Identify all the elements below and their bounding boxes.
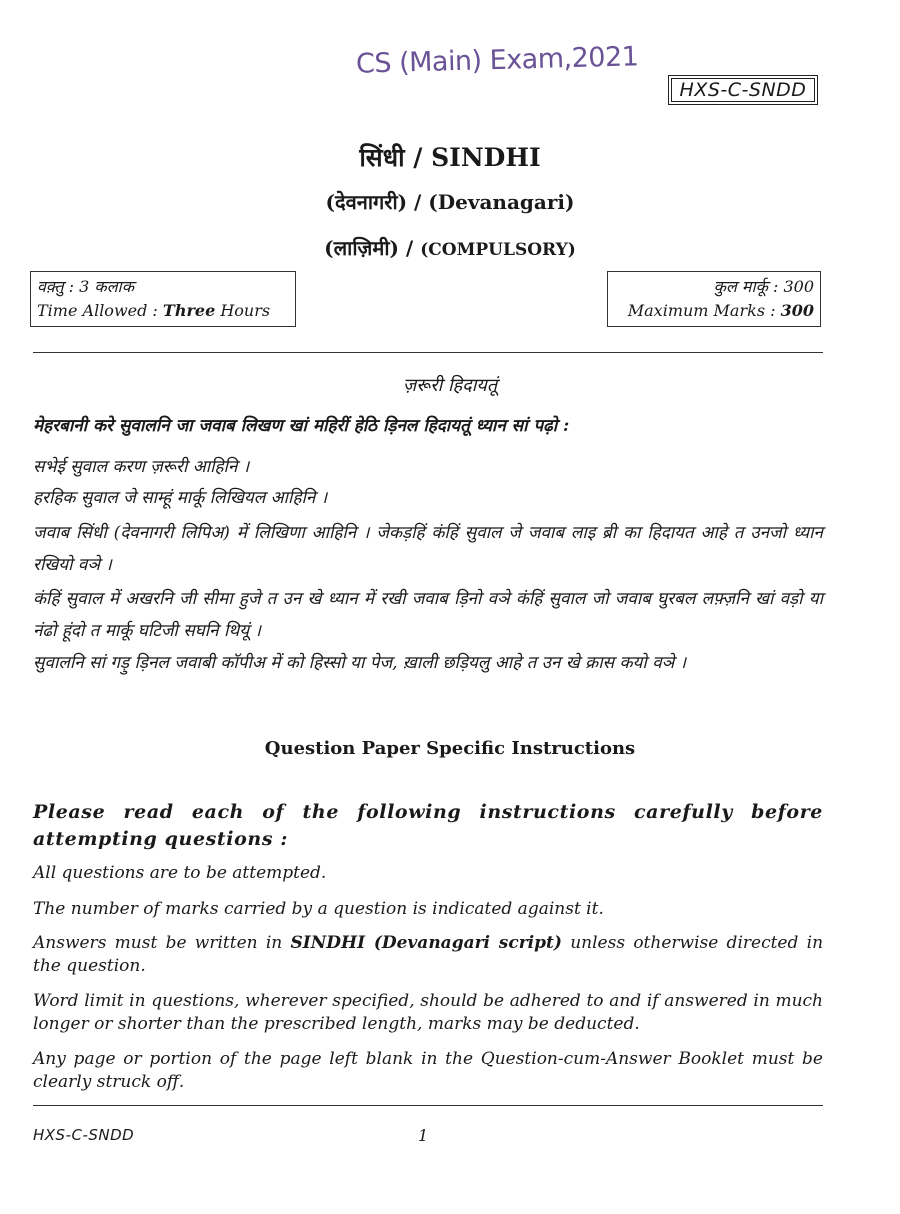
max-marks-box (607, 271, 821, 327)
script-line: (देवनागरी) / (Devanagari) (325, 190, 575, 214)
instruction-text: Answers must be written in (33, 933, 283, 953)
hindi-instructions-lead: मेहरबानी करे सुवालनि जा जवाब लिखण खां महिरीं हेठि ड़िनल हिदायतूं ध्यान सां पढ़ो : (33, 416, 570, 436)
compulsory-line (0, 234, 900, 261)
english-instruction-item (33, 932, 823, 978)
compulsory-english: (COMPULSORY) (420, 240, 576, 260)
exam-stamp: CS (Main) Exam,2021 (355, 41, 639, 80)
divider-bottom (33, 1105, 823, 1106)
hindi-instruction-item: कंहिं सुवाल में अखरनि जी सीमा हुजे त उन खे ध्यान में रखी जवाब ड़िनो वञे कंहिं सुवाल जो जवाब घुरबल लफ़्ज़नि खां वड़ो या नंढो हूंदो त मार्कू घटिजी सघनि थियूं । (33, 589, 823, 641)
hindi-instruction-item: हरहिक सुवाल जे साम्हूं मार्कू लिखियल आहिनि । (33, 488, 328, 508)
marks-hindi: कुल मार्कू : 300 (713, 277, 814, 296)
time-unit: Hours (220, 301, 271, 320)
hindi-instruction-item: जवाब सिंधी (देवनागरी लिपिअ) में लिखिणा आहिनि । जेकड़हिं कंहिं सुवाल जे जवाब लाइ ब्री का हिदायत आहे त उनजो ध्यान रखियो वञे । (33, 523, 823, 575)
marks-english (614, 299, 814, 323)
compulsory-hindi: (लाज़िमी) / (324, 236, 414, 260)
time-value: Three (162, 301, 216, 320)
hindi-instruction-item: सभेई सुवाल करण ज़रूरी आहिनि । (33, 457, 250, 477)
time-hindi: वक़्तु : 3 कलाक (37, 277, 134, 296)
time-english (37, 299, 289, 323)
page-number: 1 (418, 1126, 429, 1145)
footer-paper-code: HXS-C-SNDD (33, 1126, 135, 1144)
paper-title: सिंधी / SINDHI (359, 143, 541, 172)
english-instruction-item: Any page or portion of the page left blank in the Question-cum-Answer Booklet must be clearly struck off. (33, 1049, 823, 1092)
english-instruction-item: Word limit in questions, wherever specified, should be adhered to and if answered in much longer or shorter than the prescribed length, marks may be deducted. (33, 991, 823, 1034)
english-instructions-lead: Please read each of the following instructions carefully before attempting questions : (33, 801, 823, 850)
marks-value: 300 (780, 301, 814, 320)
hindi-instruction-item: सुवालनि सां गड़ु ड़िनल जवाबी कॉपीअ में को हिस्सो या पेज, ख़ाली छड़ियलु आहे त उन खे क्रास कयो वञे । (33, 653, 687, 673)
hindi-instructions-heading: ज़रूरी हिदायतूं (402, 375, 498, 396)
english-instruction-item: All questions are to be attempted. (33, 863, 327, 883)
time-label: Time Allowed : (37, 301, 158, 320)
english-instruction-item: The number of marks carried by a question is indicated against it. (33, 899, 604, 919)
instruction-bold-text: SINDHI (Devanagari script) (290, 933, 562, 953)
divider-top (33, 352, 823, 353)
instruction-text: unless otherwise directed in the question. (33, 933, 824, 976)
time-allowed-box (30, 271, 296, 327)
english-instructions-heading: Question Paper Specific Instructions (264, 738, 636, 759)
paper-code-box: HXS-C-SNDD (668, 75, 818, 105)
marks-label: Maximum Marks : (627, 301, 776, 320)
